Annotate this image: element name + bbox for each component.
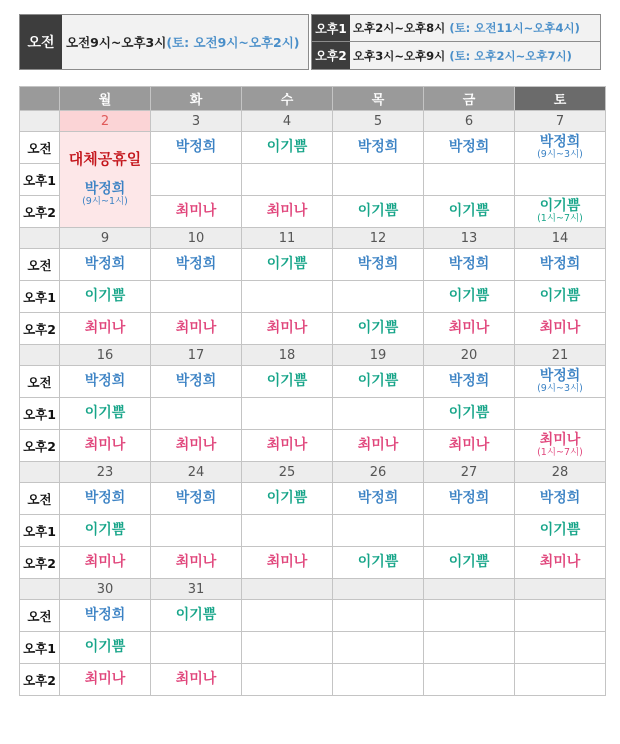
schedule-cell <box>333 547 424 579</box>
schedule-cell <box>333 600 424 632</box>
date-cell <box>515 579 606 600</box>
slot-label: 오후2 <box>20 547 60 579</box>
staff-name: 이기쁨 <box>266 139 308 156</box>
schedule-cell <box>333 515 424 547</box>
schedule-cell <box>60 132 151 228</box>
schedule-cell <box>242 430 333 462</box>
schedule-cell <box>151 515 242 547</box>
slot-label: 오후1 <box>20 398 60 430</box>
shift-time-note: (9시~3시) <box>537 148 583 160</box>
staff-name: 박정희 <box>175 373 217 390</box>
weekday-fri: 금 <box>424 87 515 111</box>
staff-name: 이기쁨 <box>357 203 399 220</box>
slot-label: 오전 <box>20 366 60 398</box>
weekday-mon: 월 <box>60 87 151 111</box>
staff-name: 이기쁨 <box>84 639 126 656</box>
pm1-tag: 오후1 <box>312 15 350 41</box>
slot-row-pm1 <box>20 281 606 313</box>
date-cell: 28 <box>515 462 606 483</box>
schedule-cell <box>424 164 515 196</box>
date-row <box>20 228 606 249</box>
schedule-cell <box>515 600 606 632</box>
schedule-cell <box>242 249 333 281</box>
slot-label: 오전 <box>20 132 60 164</box>
slot-label: 오후2 <box>20 664 60 696</box>
schedule-cell <box>151 313 242 345</box>
staff-name: 최미나 <box>84 554 126 571</box>
schedule-cell <box>333 313 424 345</box>
schedule-cell <box>333 164 424 196</box>
schedule-cell <box>515 398 606 430</box>
shift-time-note: (9시~1시) <box>82 195 128 207</box>
staff-name: 박정희 <box>84 607 126 624</box>
schedule-cell <box>242 132 333 164</box>
date-cell: 21 <box>515 345 606 366</box>
staff-name: 박정희 <box>539 490 581 507</box>
weekday-wed: 수 <box>242 87 333 111</box>
date-cell: 27 <box>424 462 515 483</box>
slot-row-am <box>20 249 606 281</box>
schedule-cell <box>515 132 606 164</box>
schedule-cell <box>515 430 606 462</box>
schedule-cell <box>242 547 333 579</box>
staff-name: 최미나 <box>84 437 126 454</box>
date-row-label <box>20 111 60 132</box>
schedule-cell <box>151 600 242 632</box>
staff-name: 이기쁨 <box>175 607 217 624</box>
schedule-cell <box>60 430 151 462</box>
date-cell: 7 <box>515 111 606 132</box>
schedule-cell <box>151 430 242 462</box>
staff-name: 박정희 <box>539 133 581 150</box>
slot-label: 오후1 <box>20 281 60 313</box>
staff-name: 박정희 <box>175 490 217 507</box>
schedule-cell <box>424 132 515 164</box>
am-hours-text <box>62 15 308 69</box>
schedule-cell <box>424 483 515 515</box>
date-row-label <box>20 228 60 249</box>
slot-row-pm1 <box>20 515 606 547</box>
schedule-cell <box>60 515 151 547</box>
date-row <box>20 462 606 483</box>
schedule-cell <box>242 196 333 228</box>
staff-name: 박정희 <box>448 256 490 273</box>
staff-name: 최미나 <box>266 203 308 220</box>
schedule-cell <box>424 313 515 345</box>
staff-name: 최미나 <box>448 320 490 337</box>
staff-name: 최미나 <box>266 437 308 454</box>
pm1-hours-row <box>312 15 600 42</box>
schedule-cell <box>424 600 515 632</box>
date-cell: 26 <box>333 462 424 483</box>
schedule-cell <box>515 515 606 547</box>
date-cell: 19 <box>333 345 424 366</box>
header-corner <box>20 87 60 111</box>
staff-name: 이기쁨 <box>266 256 308 273</box>
staff-name: 박정희 <box>357 490 399 507</box>
schedule-cell <box>242 483 333 515</box>
shift-time-note: (1시~7시) <box>537 446 583 458</box>
date-cell: 31 <box>151 579 242 600</box>
staff-name: 이기쁨 <box>448 405 490 422</box>
staff-name: 최미나 <box>266 554 308 571</box>
schedule-cell <box>242 164 333 196</box>
schedule-cell <box>515 547 606 579</box>
schedule-cell <box>60 366 151 398</box>
date-cell <box>333 579 424 600</box>
calendar-body <box>20 111 606 696</box>
am-saturday-hours: (토: 오전9시~오후2시) <box>166 35 300 50</box>
date-cell: 13 <box>424 228 515 249</box>
staff-name: 최미나 <box>357 437 399 454</box>
schedule-cell <box>60 281 151 313</box>
schedule-cell <box>424 430 515 462</box>
weekday-header-row <box>20 87 606 111</box>
slot-row-pm2 <box>20 664 606 696</box>
pm2-hours-row <box>312 42 600 69</box>
schedule-cell <box>424 515 515 547</box>
date-cell: 20 <box>424 345 515 366</box>
slot-label: 오후1 <box>20 164 60 196</box>
schedule-cell <box>333 366 424 398</box>
slot-row-pm2 <box>20 430 606 462</box>
schedule-cell <box>424 398 515 430</box>
staff-name: 최미나 <box>175 203 217 220</box>
staff-name: 최미나 <box>175 320 217 337</box>
schedule-cell <box>151 664 242 696</box>
schedule-cell <box>151 196 242 228</box>
am-hours-box <box>19 14 309 70</box>
staff-name: 이기쁨 <box>266 490 308 507</box>
schedule-cell <box>424 632 515 664</box>
staff-name: 박정희 <box>84 256 126 273</box>
schedule-cell <box>151 164 242 196</box>
schedule-cell <box>60 249 151 281</box>
staff-name: 최미나 <box>539 320 581 337</box>
schedule-cell <box>424 664 515 696</box>
schedule-cell <box>515 281 606 313</box>
staff-name: 최미나 <box>448 437 490 454</box>
slot-label: 오전 <box>20 600 60 632</box>
staff-name: 이기쁨 <box>266 373 308 390</box>
slot-row-am <box>20 132 606 164</box>
staff-name: 박정희 <box>448 373 490 390</box>
shift-time-note: (9시~3시) <box>537 382 583 394</box>
schedule-cell <box>333 398 424 430</box>
schedule-cell <box>424 366 515 398</box>
schedule-cell <box>242 366 333 398</box>
staff-name: 최미나 <box>539 431 581 448</box>
slot-label: 오후2 <box>20 430 60 462</box>
date-cell <box>242 579 333 600</box>
schedule-cell <box>60 313 151 345</box>
date-cell: 25 <box>242 462 333 483</box>
staff-name: 박정희 <box>357 139 399 156</box>
staff-name: 박정희 <box>84 180 126 197</box>
staff-name: 박정희 <box>84 373 126 390</box>
date-row-label <box>20 579 60 600</box>
date-cell: 17 <box>151 345 242 366</box>
shift-time-note: (1시~7시) <box>537 212 583 224</box>
schedule-cell <box>60 547 151 579</box>
schedule-cell <box>515 664 606 696</box>
staff-name: 이기쁨 <box>539 288 581 305</box>
date-cell: 5 <box>333 111 424 132</box>
staff-name: 박정희 <box>175 256 217 273</box>
date-cell: 16 <box>60 345 151 366</box>
schedule-cell <box>242 313 333 345</box>
slot-label: 오후2 <box>20 313 60 345</box>
slot-row-am <box>20 600 606 632</box>
holiday-label: 대체공휴일 <box>68 150 142 169</box>
schedule-cell <box>333 664 424 696</box>
staff-name: 박정희 <box>175 139 217 156</box>
slot-row-pm2 <box>20 313 606 345</box>
schedule-cell <box>151 547 242 579</box>
staff-name: 박정희 <box>539 256 581 273</box>
staff-name: 박정희 <box>357 256 399 273</box>
date-cell: 18 <box>242 345 333 366</box>
staff-name: 박정희 <box>448 139 490 156</box>
schedule-cell <box>151 249 242 281</box>
schedule-cell <box>515 164 606 196</box>
schedule-cell <box>60 632 151 664</box>
schedule-cell <box>151 366 242 398</box>
weekday-sat: 토 <box>515 87 606 111</box>
schedule-cell <box>424 249 515 281</box>
schedule-cell <box>333 132 424 164</box>
date-cell: 14 <box>515 228 606 249</box>
date-cell: 10 <box>151 228 242 249</box>
schedule-cell <box>242 632 333 664</box>
date-row-label <box>20 462 60 483</box>
schedule-cell <box>242 600 333 632</box>
schedule-cell <box>151 483 242 515</box>
schedule-cell <box>242 664 333 696</box>
schedule-cell <box>60 483 151 515</box>
schedule-cell <box>515 366 606 398</box>
schedule-cell <box>151 281 242 313</box>
staff-name: 박정희 <box>84 490 126 507</box>
date-cell: 9 <box>60 228 151 249</box>
slot-row-pm1 <box>20 398 606 430</box>
schedule-cell <box>242 515 333 547</box>
schedule-cell <box>515 196 606 228</box>
date-cell: 24 <box>151 462 242 483</box>
weekday-thu: 목 <box>333 87 424 111</box>
pm1-saturday-hours: (토: 오전11시~오후4시) <box>449 21 580 35</box>
am-tag: 오전 <box>20 15 62 69</box>
schedule-cell <box>60 664 151 696</box>
slot-row-pm1 <box>20 632 606 664</box>
date-row <box>20 345 606 366</box>
schedule-cell <box>333 483 424 515</box>
staff-name: 이기쁨 <box>448 203 490 220</box>
staff-name: 최미나 <box>266 320 308 337</box>
staff-name: 최미나 <box>539 554 581 571</box>
schedule-cell <box>333 249 424 281</box>
schedule-cell <box>242 281 333 313</box>
schedule-cell <box>333 196 424 228</box>
schedule-cell <box>515 483 606 515</box>
date-cell: 30 <box>60 579 151 600</box>
slot-label: 오후1 <box>20 632 60 664</box>
slot-row-am <box>20 483 606 515</box>
schedule-cell <box>333 430 424 462</box>
date-cell: 12 <box>333 228 424 249</box>
date-row <box>20 111 606 132</box>
staff-name: 이기쁨 <box>357 373 399 390</box>
date-cell: 11 <box>242 228 333 249</box>
date-cell: 23 <box>60 462 151 483</box>
slot-row-am <box>20 366 606 398</box>
staff-name: 최미나 <box>84 320 126 337</box>
slot-label: 오후2 <box>20 196 60 228</box>
date-cell: 4 <box>242 111 333 132</box>
slot-label: 오전 <box>20 249 60 281</box>
staff-name: 최미나 <box>84 671 126 688</box>
pm-hours-box <box>311 14 601 70</box>
staff-name: 박정희 <box>539 367 581 384</box>
weekday-tue: 화 <box>151 87 242 111</box>
staff-name: 이기쁨 <box>84 522 126 539</box>
staff-name: 박정희 <box>448 490 490 507</box>
pm1-hours: 오후2시~오후8시 <box>353 21 446 35</box>
schedule-cell <box>60 398 151 430</box>
am-hours: 오전9시~오후3시 <box>66 35 167 50</box>
schedule-cell <box>515 249 606 281</box>
staff-name: 이기쁨 <box>84 288 126 305</box>
schedule-cell <box>242 398 333 430</box>
date-row-label <box>20 345 60 366</box>
schedule-calendar <box>19 86 606 696</box>
schedule-cell <box>151 398 242 430</box>
staff-name: 최미나 <box>175 437 217 454</box>
schedule-cell <box>515 632 606 664</box>
schedule-cell <box>424 196 515 228</box>
schedule-cell <box>424 281 515 313</box>
schedule-cell <box>151 132 242 164</box>
schedule-cell <box>151 632 242 664</box>
staff-name: 이기쁨 <box>539 197 581 214</box>
date-row <box>20 579 606 600</box>
pm2-hours: 오후3시~오후9시 <box>353 48 446 63</box>
pm2-saturday-hours: (토: 오후2시~오후7시) <box>449 48 572 63</box>
staff-name: 최미나 <box>175 554 217 571</box>
staff-name: 최미나 <box>175 671 217 688</box>
staff-name: 이기쁨 <box>357 554 399 571</box>
schedule-cell <box>333 281 424 313</box>
staff-name: 이기쁨 <box>84 405 126 422</box>
schedule-cell <box>333 632 424 664</box>
schedule-cell <box>515 313 606 345</box>
date-cell: 6 <box>424 111 515 132</box>
staff-name: 이기쁨 <box>448 554 490 571</box>
slot-label: 오전 <box>20 483 60 515</box>
schedule-cell <box>60 600 151 632</box>
date-cell <box>424 579 515 600</box>
slot-row-pm2 <box>20 547 606 579</box>
schedule-cell <box>424 547 515 579</box>
staff-name: 이기쁨 <box>357 320 399 337</box>
date-cell: 3 <box>151 111 242 132</box>
staff-name: 이기쁨 <box>539 522 581 539</box>
slot-label: 오후1 <box>20 515 60 547</box>
date-cell: 2 <box>60 111 151 132</box>
staff-name: 이기쁨 <box>448 288 490 305</box>
hours-legend <box>19 14 601 70</box>
pm2-tag: 오후2 <box>312 42 350 69</box>
